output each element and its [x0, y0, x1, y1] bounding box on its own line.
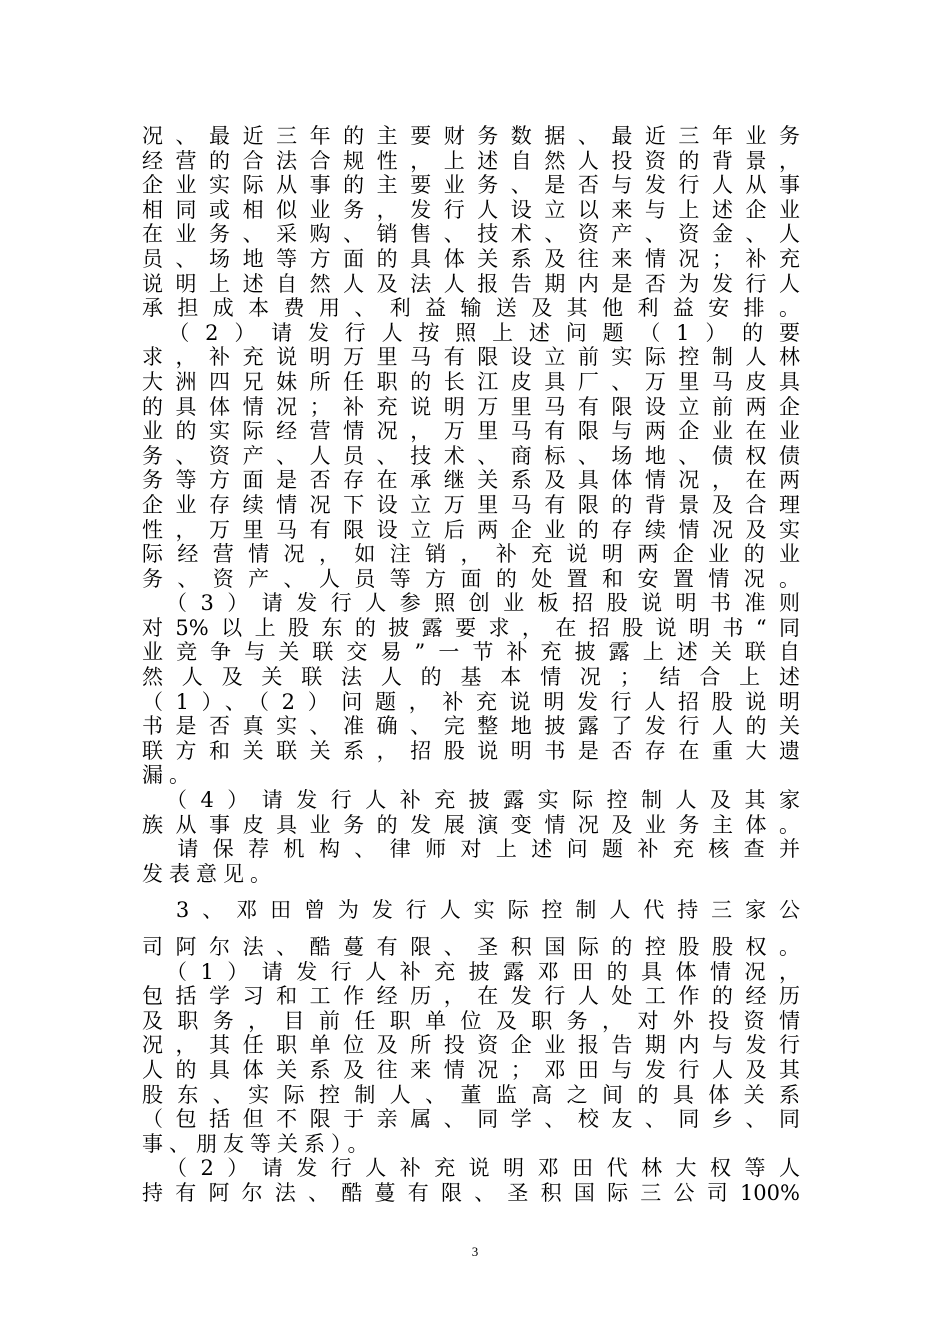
document-body [142, 124, 800, 1206]
text-line: 包括学习和工作经历，在发行人处工作的经历 [142, 984, 800, 1009]
text-line: 际经营情况，如注销，补充说明两企业的业 [142, 542, 800, 567]
text-line: （4）请发行人补充披露实际控制人及其家 [142, 788, 800, 813]
text-line: 务、资产、人员等方面的处置和安置情况。 [142, 566, 800, 591]
text-line: 在业务、采购、销售、技术、资产、资金、人 [142, 222, 800, 247]
text-line: 漏。 [142, 763, 196, 788]
text-line: （1）、（2）问题，补充说明发行人招股说明 [142, 689, 800, 714]
text-line: 企业实际从事的主要业务、是否与发行人从事 [142, 173, 800, 198]
text-line: 3、邓田曾为发行人实际控制人代持三家公 [142, 898, 800, 923]
text-line: 对5%以上股东的披露要求，在招股说明书“同 [142, 615, 800, 640]
text-line: （1）请发行人补充披露邓田的具体情况， [142, 959, 800, 984]
text-line: （3）请发行人参照创业板招股说明书准则 [142, 591, 800, 616]
text-line: 司阿尔法、酷蔓有限、圣积国际的控股股权。 [142, 935, 800, 959]
text-line: 务等方面是否存在承继关系及具体情况，在两 [142, 468, 800, 493]
text-line: （2）请发行人补充说明邓田代林大权等人 [142, 1156, 800, 1181]
text-line: 企业存续情况下设立万里马有限的背景及合理 [142, 492, 800, 517]
text-line: 员、场地等方面的具体关系及往来情况；补充 [142, 246, 800, 271]
text-line: 求，补充说明万里马有限设立前实际控制人林 [142, 345, 800, 370]
text-line: 的具体情况；补充说明万里马有限设立前两企 [142, 394, 800, 419]
text-line: （包括但不限于亲属、同学、校友、同乡、同 [142, 1107, 800, 1132]
text-line: 务、资产、人员、技术、商标、场地、债权债 [142, 443, 800, 468]
text-line: 相同或相似业务，发行人设立以来与上述企业 [142, 197, 800, 222]
text-line: 然人及关联法人的基本情况；结合上述 [142, 665, 800, 690]
text-line: 说明上述自然人及法人报告期内是否为发行人 [142, 271, 800, 296]
paragraph-gap [142, 923, 800, 935]
text-line: 持有阿尔法、酷蔓有限、圣积国际三公司100% [142, 1180, 800, 1205]
text-line: 性，万里马有限设立后两企业的存续情况及实 [142, 517, 800, 542]
text-line: 股东、实际控制人、董监高之间的具体关系 [142, 1082, 800, 1107]
text-line: 承担成本费用、利益输送及其他利益安排。 [142, 296, 800, 321]
text-line: 大洲四兄妹所任职的长江皮具厂、万里马皮具 [142, 369, 800, 394]
text-line: （2）请发行人按照上述问题（1）的要 [142, 320, 800, 345]
text-line: 及职务，目前任职单位及职务，对外投资情 [142, 1008, 800, 1033]
text-line: 书是否真实、准确、完整地披露了发行人的关 [142, 714, 800, 739]
text-line: 业竞争与关联交易”一节补充披露上述关联自 [142, 640, 800, 665]
text-line: 况、最近三年的主要财务数据、最近三年业务 [142, 124, 800, 148]
paragraph-gap [142, 886, 800, 898]
text-line: 况，其任职单位及所投资企业报告期内与发行 [142, 1033, 800, 1058]
text-line: 请保荐机构、律师对上述问题补充核查并 [142, 837, 800, 862]
text-line: 经营的合法合规性，上述自然人投资的背景， [142, 148, 800, 173]
text-line: 联方和关联关系，招股说明书是否存在重大遗 [142, 738, 800, 763]
text-line: 事、朋友等关系）。 [142, 1131, 375, 1156]
text-line: 发表意见。 [142, 861, 277, 886]
text-line: 业的实际经营情况，万里马有限与两企业在业 [142, 419, 800, 444]
text-line: 人的具体关系及往来情况；邓田与发行人及其 [142, 1057, 800, 1082]
page-number: 3 [471, 1244, 479, 1259]
text-line: 族从事皮具业务的发展演变情况及业务主体。 [142, 812, 800, 837]
